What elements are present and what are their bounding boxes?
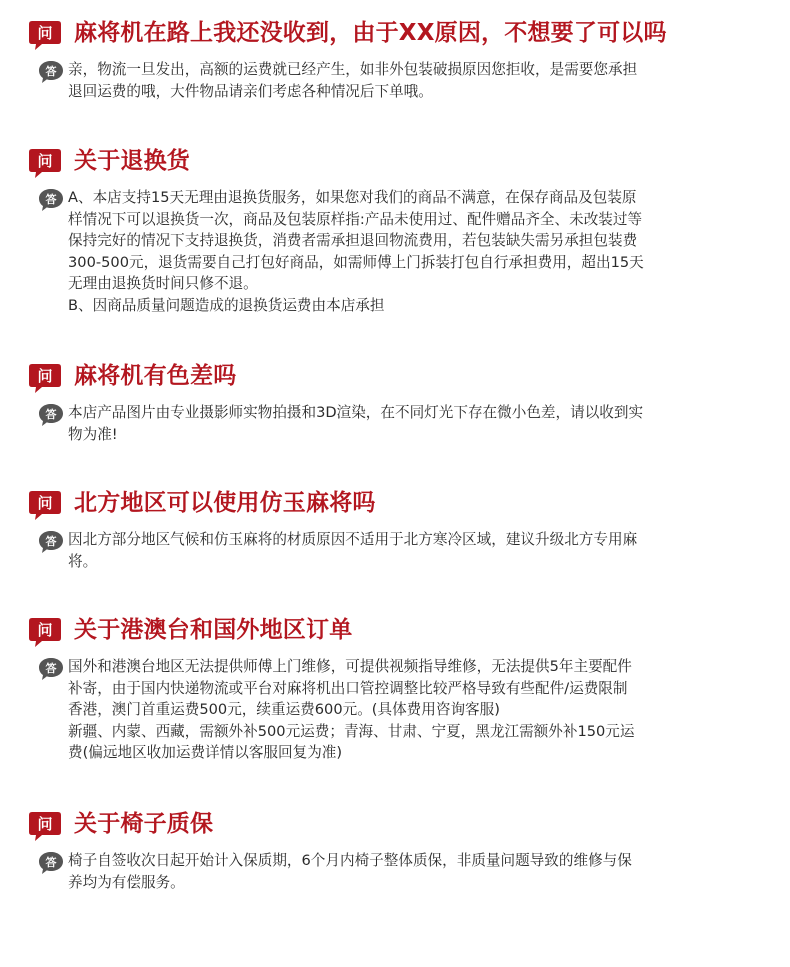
answer-bubble-icon [38,403,64,427]
question-bubble-icon [28,810,62,842]
answer-body [68,656,780,764]
question-glyph: 问 [37,494,53,512]
answer-glyph: 答 [45,408,57,421]
answer-line: 费(偏远地区收加运费详情以客服回复为准) [68,744,343,761]
answer-line: 新疆、内蒙、西藏，需额外补500元运费；青海、甘肃、宁夏，黑龙江需额外补150元运 [68,722,635,740]
answer-line: B、因商品质量问题造成的退换货运费由本店承担 [68,296,385,314]
question-glyph: 问 [37,152,53,170]
answer-line: 本店产品图片由专业摄影师实物拍摄和3D渲染，在不同灯光下存在微小色差，请以收到实 [68,404,644,421]
answer-body [68,402,780,445]
answer-body [68,59,780,102]
answer-glyph: 答 [45,856,57,869]
question-bubble-icon [28,489,62,521]
question-glyph: 问 [37,24,53,42]
answer-line: 样情况下可以退换货一次，商品及包装原样指:产品未使用过、配件赠品齐全、未改装过等 [68,210,643,228]
answer-glyph: 答 [45,65,57,78]
answer-glyph: 答 [45,193,57,206]
question-text: 麻将机有色差吗 [74,363,237,389]
answer-bubble-icon [38,530,64,554]
question-text: 关于退换货 [74,148,190,174]
answer-line: 将。 [68,552,98,570]
question-text: 麻将机在路上我还没收到，由于XX原因，不想要了可以吗 [74,20,667,46]
question-bubble-icon [28,147,62,179]
question-text: 关于椅子质保 [74,811,214,837]
answer-line: 退回运费的哦，大件物品请亲们考虑各种情况后下单哦。 [68,82,433,100]
answer-line: 香港，澳门首重运费500元，续重运费600元。(具体费用咨询客服) [68,701,500,718]
answer-body [68,850,780,893]
answer-line: 补寄，由于国内快递物流或平台对麻将机出口管控调整比较严格导致有些配件/运费限制 [68,679,628,697]
answer-glyph: 答 [45,535,57,548]
question-glyph: 问 [37,815,53,833]
question-text: 北方地区可以使用仿玉麻将吗 [74,490,376,516]
question-text: 关于港澳台和国外地区订单 [74,617,353,643]
question-row [28,487,788,521]
answer-line: 无理由退换货时间只修不退。 [68,275,258,292]
answer-body [68,187,780,316]
answer-line: 物为准! [68,425,118,443]
answer-line: 因北方部分地区气候和仿玉麻将的材质原因不适用于北方寒冷区域，建议升级北方专用麻 [68,531,638,548]
question-bubble-icon [28,19,62,51]
question-row [28,17,788,51]
question-row [28,145,788,179]
question-bubble-icon [28,362,62,394]
answer-bubble-icon [38,657,64,681]
question-glyph: 问 [37,621,53,639]
answer-bubble-icon [38,851,64,875]
answer-line: A、本店支持15天无理由退换货服务，如果您对我们的商品不满意，在保存商品及包装原 [68,189,637,206]
answer-bubble-icon [38,60,64,84]
question-glyph: 问 [37,367,53,385]
answer-body [68,529,780,572]
question-bubble-icon [28,616,62,648]
answer-line: 养均为有偿服务。 [68,873,185,891]
answer-bubble-icon [38,188,64,212]
answer-line: 椅子自签收次日起开始计入保质期，6个月内椅子整体质保，非质量问题导致的维修与保 [68,852,632,869]
answer-glyph: 答 [45,662,57,675]
answer-line: 亲，物流一旦发出，高额的运费就已经产生，如非外包装破损原因您拒收，是需要您承担 [68,61,638,78]
question-row [28,614,788,648]
answer-line: 300-500元，退货需要自己打包好商品，如需师傅上门拆装打包自行承担费用，超出15天 [68,253,644,271]
answer-line: 国外和港澳台地区无法提供师傅上门维修，可提供视频指导维修，无法提供5年主要配件 [68,658,632,675]
question-row [28,360,788,394]
question-row [28,808,788,842]
answer-line: 保持完好的情况下支持退换货，消费者需承担退回物流费用，若包装缺失需另承担包装费 [68,232,638,249]
